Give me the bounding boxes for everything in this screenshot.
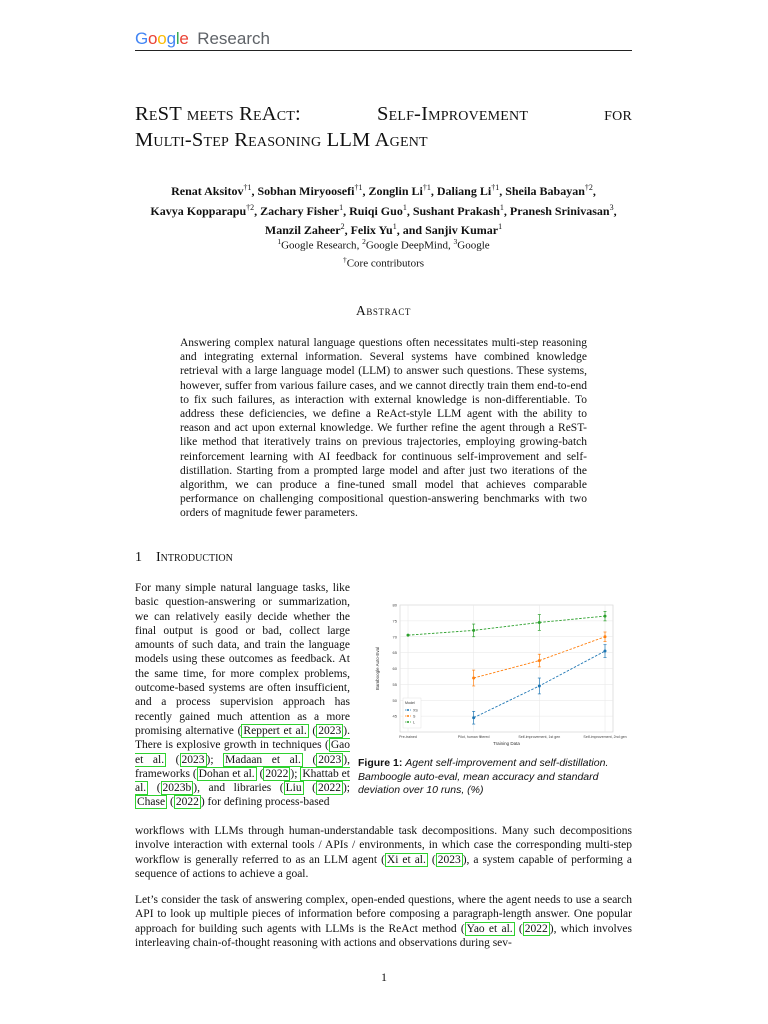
- intro-column-text: For many simple natural language tasks, like basic question-answering or summarization, we can relatively easily decide whether the final output is good or bad, collect large amounts of such data, and train the language models using these outcomes as feedback. At the same time, for more complex problems, outcome-based systems are often insufficient, and a process supervision approach has recently gained much attention as a more promising alternative ( Reppert et al. ( 2023 ). There is explosive growth in techniques ( Gao et al. ( 2023 ); Madaan et al. ( 2023 ), frameworks ( Dohan et al. ( 2022 ); Khattab et al. ( 2023b ), and libraries ( Liu ( 2022 ); Chase ( 2022 ) for defining process-based: [135, 582, 350, 809]
- y-tick-label: 50: [392, 697, 397, 703]
- abstract-heading: Abstract: [355, 303, 412, 318]
- google-research-logo: [135, 29, 270, 49]
- citation-link[interactable]: 2023: [318, 753, 342, 766]
- data-point: [538, 684, 541, 687]
- data-point: [604, 615, 607, 618]
- data-point: [472, 716, 475, 719]
- x-tick-label: Pre-trained: [399, 735, 417, 739]
- author-list: [135, 180, 632, 239]
- citation-link[interactable]: 2023b: [162, 782, 192, 795]
- y-tick-label: 65: [392, 650, 397, 656]
- y-axis-label: Bamboogle Auto-Eval: [375, 646, 380, 691]
- intro-paragraph-1: workflows with LLMs through human-understandable task decompositions. Many such decompositions involve interaction with external tools / APIs / environments, in which case the corresponding multi-step workflow is generally referred to as an LLM agent ( Xi et al. ( 2023 ), a system capable of performing a sequence of actions to achieve a goal.: [135, 825, 632, 880]
- legend-title: Model: [405, 701, 415, 705]
- author-line-2: Kavya Kopparapu$^{\dagger 2}$, Zachary Fisher$^1$, Ruiqi Guo$^1$, Sushant Prakash$^1$, Pranesh Srinivasan$^3$,: [150, 202, 617, 218]
- citation-link[interactable]: 2023: [437, 853, 461, 866]
- paper-title-line1: ReST meets ReAct: Self-Improvement for: [135, 103, 632, 125]
- legend-marker: [407, 721, 409, 723]
- citation-link[interactable]: Madaan et al.: [225, 753, 301, 766]
- section-heading: 1 Introduction: [135, 550, 233, 565]
- figure-1-chart: [370, 600, 627, 750]
- data-point: [538, 621, 541, 624]
- google-wordmark: Google: [135, 29, 189, 48]
- header-rule: [135, 50, 632, 51]
- citation-link[interactable]: Yao et al.: [466, 922, 513, 935]
- citation-link[interactable]: Chase: [137, 796, 166, 809]
- citation-link[interactable]: Reppert et al.: [243, 724, 307, 737]
- data-point: [604, 650, 607, 653]
- citation-link[interactable]: Liu: [285, 782, 302, 795]
- data-point: [472, 677, 475, 680]
- legend-entry: XS: [413, 708, 418, 713]
- y-tick-label: 45: [392, 713, 397, 719]
- legend-entry: L: [413, 720, 415, 725]
- citation-link[interactable]: Dohan et al.: [198, 767, 255, 780]
- citation-link[interactable]: 2022: [175, 796, 199, 809]
- data-point: [472, 629, 475, 632]
- y-tick-label: 80: [392, 602, 397, 608]
- data-point: [538, 659, 541, 662]
- citation-link[interactable]: 2022: [524, 922, 548, 935]
- legend-marker: [407, 709, 409, 711]
- legend-marker: [407, 715, 409, 717]
- y-tick-label: 60: [392, 666, 397, 671]
- y-tick-label: 55: [392, 681, 397, 687]
- citation-link[interactable]: 2022: [265, 767, 289, 780]
- citation-link[interactable]: Khattab et al.: [135, 767, 350, 795]
- citation-link[interactable]: Xi et al.: [386, 853, 426, 866]
- author-line-3: Manzil Zaheer$^2$, Felix Yu$^1$, and Sanjiv Kumar$^1$: [264, 222, 503, 237]
- figure-caption: Figure 1: Agent self-improvement and self-distillation. Bamboogle auto-eval, mean accuracy and standard deviation over 10 runs, (%): [358, 757, 609, 796]
- logo-suffix: Research: [197, 29, 270, 48]
- citation-link[interactable]: 2023: [318, 724, 342, 737]
- x-tick-label: Pilot, human filtered: [457, 735, 490, 739]
- affiliations: $^1$Google Research, $^2$Google DeepMind, $^3$Google †Core contributors: [277, 237, 490, 270]
- paper-title-line2: Multi-Step Reasoning LLM Agent: [135, 129, 428, 151]
- y-tick-label: 70: [392, 634, 397, 640]
- x-tick-label: Self-improvement, 2nd gen: [583, 735, 627, 739]
- legend-entry: S: [413, 714, 416, 719]
- data-point: [604, 635, 607, 638]
- citation-link[interactable]: 2022: [317, 782, 341, 795]
- author-line-1: Renat Aksitov$^{\dagger 1}$, Sobhan Miryoosefi$^{\dagger 1}$, Zonglin Li$^{\dagger 1}$, Daliang Li$^{\dagger 1}$, Sheila Babayan$^{\dagger 2}$,: [171, 183, 596, 198]
- data-point: [407, 634, 410, 637]
- page-number: 1: [381, 970, 387, 984]
- intro-paragraph-2: Let’s consider the task of answering complex, open-ended questions, where the agent needs to use a search API to look up multiple pieces of information before composing a paragraph-length answer. One popular approach for building such agents with LLMs is the ReAct method ( Yao et al. ( 2022 ), which involves interleaving chain-of-thought reasoning with actions and observations during sev-: [135, 894, 633, 949]
- x-axis-label: Training Data: [493, 741, 520, 746]
- y-tick-label: 75: [392, 618, 397, 624]
- citation-link[interactable]: 2023: [181, 753, 205, 766]
- x-tick-label: Self-improvement, 1st gen: [518, 735, 561, 739]
- citation-link[interactable]: Gao et al.: [135, 739, 350, 766]
- abstract-text: Answering complex natural language questions often necessitates multi-step reasoning and integrating external information. Several systems have combined knowledge retrieval with a large language model (LLM) to answer such questions. These systems, however, suffer from various failure cases, and we cannot directly train them end-to-end to fix such failures, as interaction with external knowledge is non-differentiable. To address these deficiencies, we define a ReAct-style LLM agent with the ability to reason and act upon external knowledge. We further refine the agent through a ReST-like method that iteratively trains on previous trajectories, employing growing-batch reinforcement learning with AI feedback for continuous self-improvement and self-distillation. Starting from a prompted large model and after just two iterations of the algorithm, we can produce a fine-tuned small model that achieves comparable performance on challenging compositional question-answering benchmarks with two orders of magnitude fewer parameters.: [180, 337, 587, 520]
